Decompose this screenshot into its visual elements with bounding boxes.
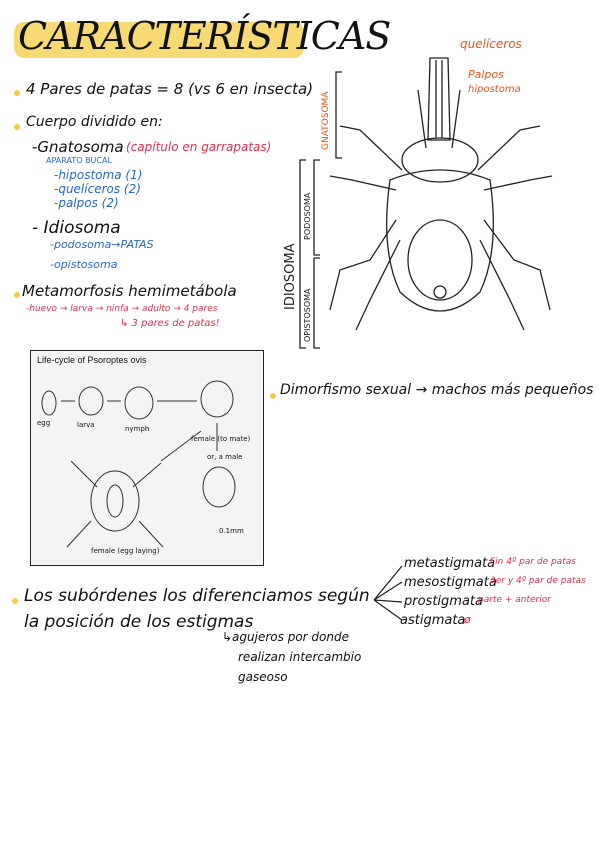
suborder-metastigmata-note: Fin 4º par de patas	[490, 557, 576, 567]
lifecycle-title: Life-cycle of Psoroptes ovis	[37, 355, 147, 365]
lifecycle-label-scale: 0.1mm	[219, 527, 244, 535]
metamorfosis-sequence-note: ↳ 3 pares de patas!	[120, 318, 220, 329]
suborder-mesostigmata: mesostigmata	[404, 575, 497, 590]
suborder-astigmata-note: ø	[464, 613, 471, 626]
lifecycle-label-male: or, a male	[207, 453, 243, 461]
label-podosoma: PODOSOMA	[303, 192, 312, 240]
palpos-item: -palpos (2)	[54, 196, 119, 210]
bullet-dot	[14, 124, 20, 130]
lifecycle-label-egg: egg	[37, 419, 51, 427]
gnathosoma-text: -Gnatosoma	[32, 138, 124, 156]
estigmas-note-3: gaseoso	[238, 670, 288, 684]
aparato-bucal-label: APARATO BUCAL	[46, 156, 112, 165]
lifecycle-label-female-mate: female (to mate)	[191, 435, 251, 443]
idiosoma-text: - Idiosoma	[32, 218, 121, 238]
label-palpos: Palpos	[468, 68, 504, 81]
body-text: Cuerpo dividido en:	[26, 114, 163, 130]
opistosoma-item: -opistosoma	[50, 258, 118, 271]
bullet-dot	[12, 598, 18, 604]
dimorfismo-text: Dimorfismo sexual → machos más pequeños	[280, 382, 594, 398]
label-hipostoma: hipostoma	[468, 84, 521, 95]
mite-anatomy-diagram	[283, 30, 570, 350]
bullet-dot	[14, 292, 20, 298]
suborder-astigmata: astigmata	[400, 613, 466, 628]
gnathosoma-note: (capítulo en garrapatas)	[126, 140, 272, 154]
lifecycle-figure	[30, 350, 264, 566]
suborder-prostigmata-note: parte + anterior	[478, 595, 551, 605]
estigmas-note-1: ↳agujeros por donde	[222, 630, 349, 644]
metamorfosis-sequence: -huevo → larva → ninfa → adulto → 4 pares	[26, 304, 218, 314]
lifecycle-label-female-egg: female (egg laying)	[91, 547, 160, 555]
podosoma-item: -podosoma→PATAS	[50, 238, 154, 251]
suborder-mesostigmata-note: 3er y 4º par de patas	[490, 576, 586, 586]
page-title: CARACTERÍSTICAS	[18, 14, 391, 58]
hipostoma-item: -hipostoma (1)	[54, 168, 143, 182]
legs-text: 4 Pares de patas = 8 (vs 6 en insecta)	[26, 80, 314, 98]
subordenes-text-2: la posición de los estigmas	[24, 612, 254, 632]
label-opistosoma: OPISTOSOMA	[303, 288, 312, 342]
bullet-dot	[14, 90, 20, 96]
suborder-metastigmata: metastigmata	[404, 556, 496, 571]
bullet-dot	[270, 393, 276, 399]
metamorfosis-text: Metamorfosis hemimetábola	[22, 282, 237, 300]
label-gnatosoma: GNATOSOMA	[321, 91, 331, 150]
lifecycle-label-larva: larva	[77, 421, 95, 429]
label-idiosoma: IDIOSOMA	[283, 243, 298, 310]
subordenes-text-1: Los subórdenes los diferenciamos según	[24, 586, 370, 606]
label-queliceros: quelíceros	[460, 37, 522, 51]
estigmas-note-2: realizan intercambio	[238, 650, 362, 664]
queliceros-item: -quelíceros (2)	[54, 182, 141, 196]
suborder-prostigmata: prostigmata	[404, 594, 483, 609]
lifecycle-label-nymph: nymph	[125, 425, 150, 433]
